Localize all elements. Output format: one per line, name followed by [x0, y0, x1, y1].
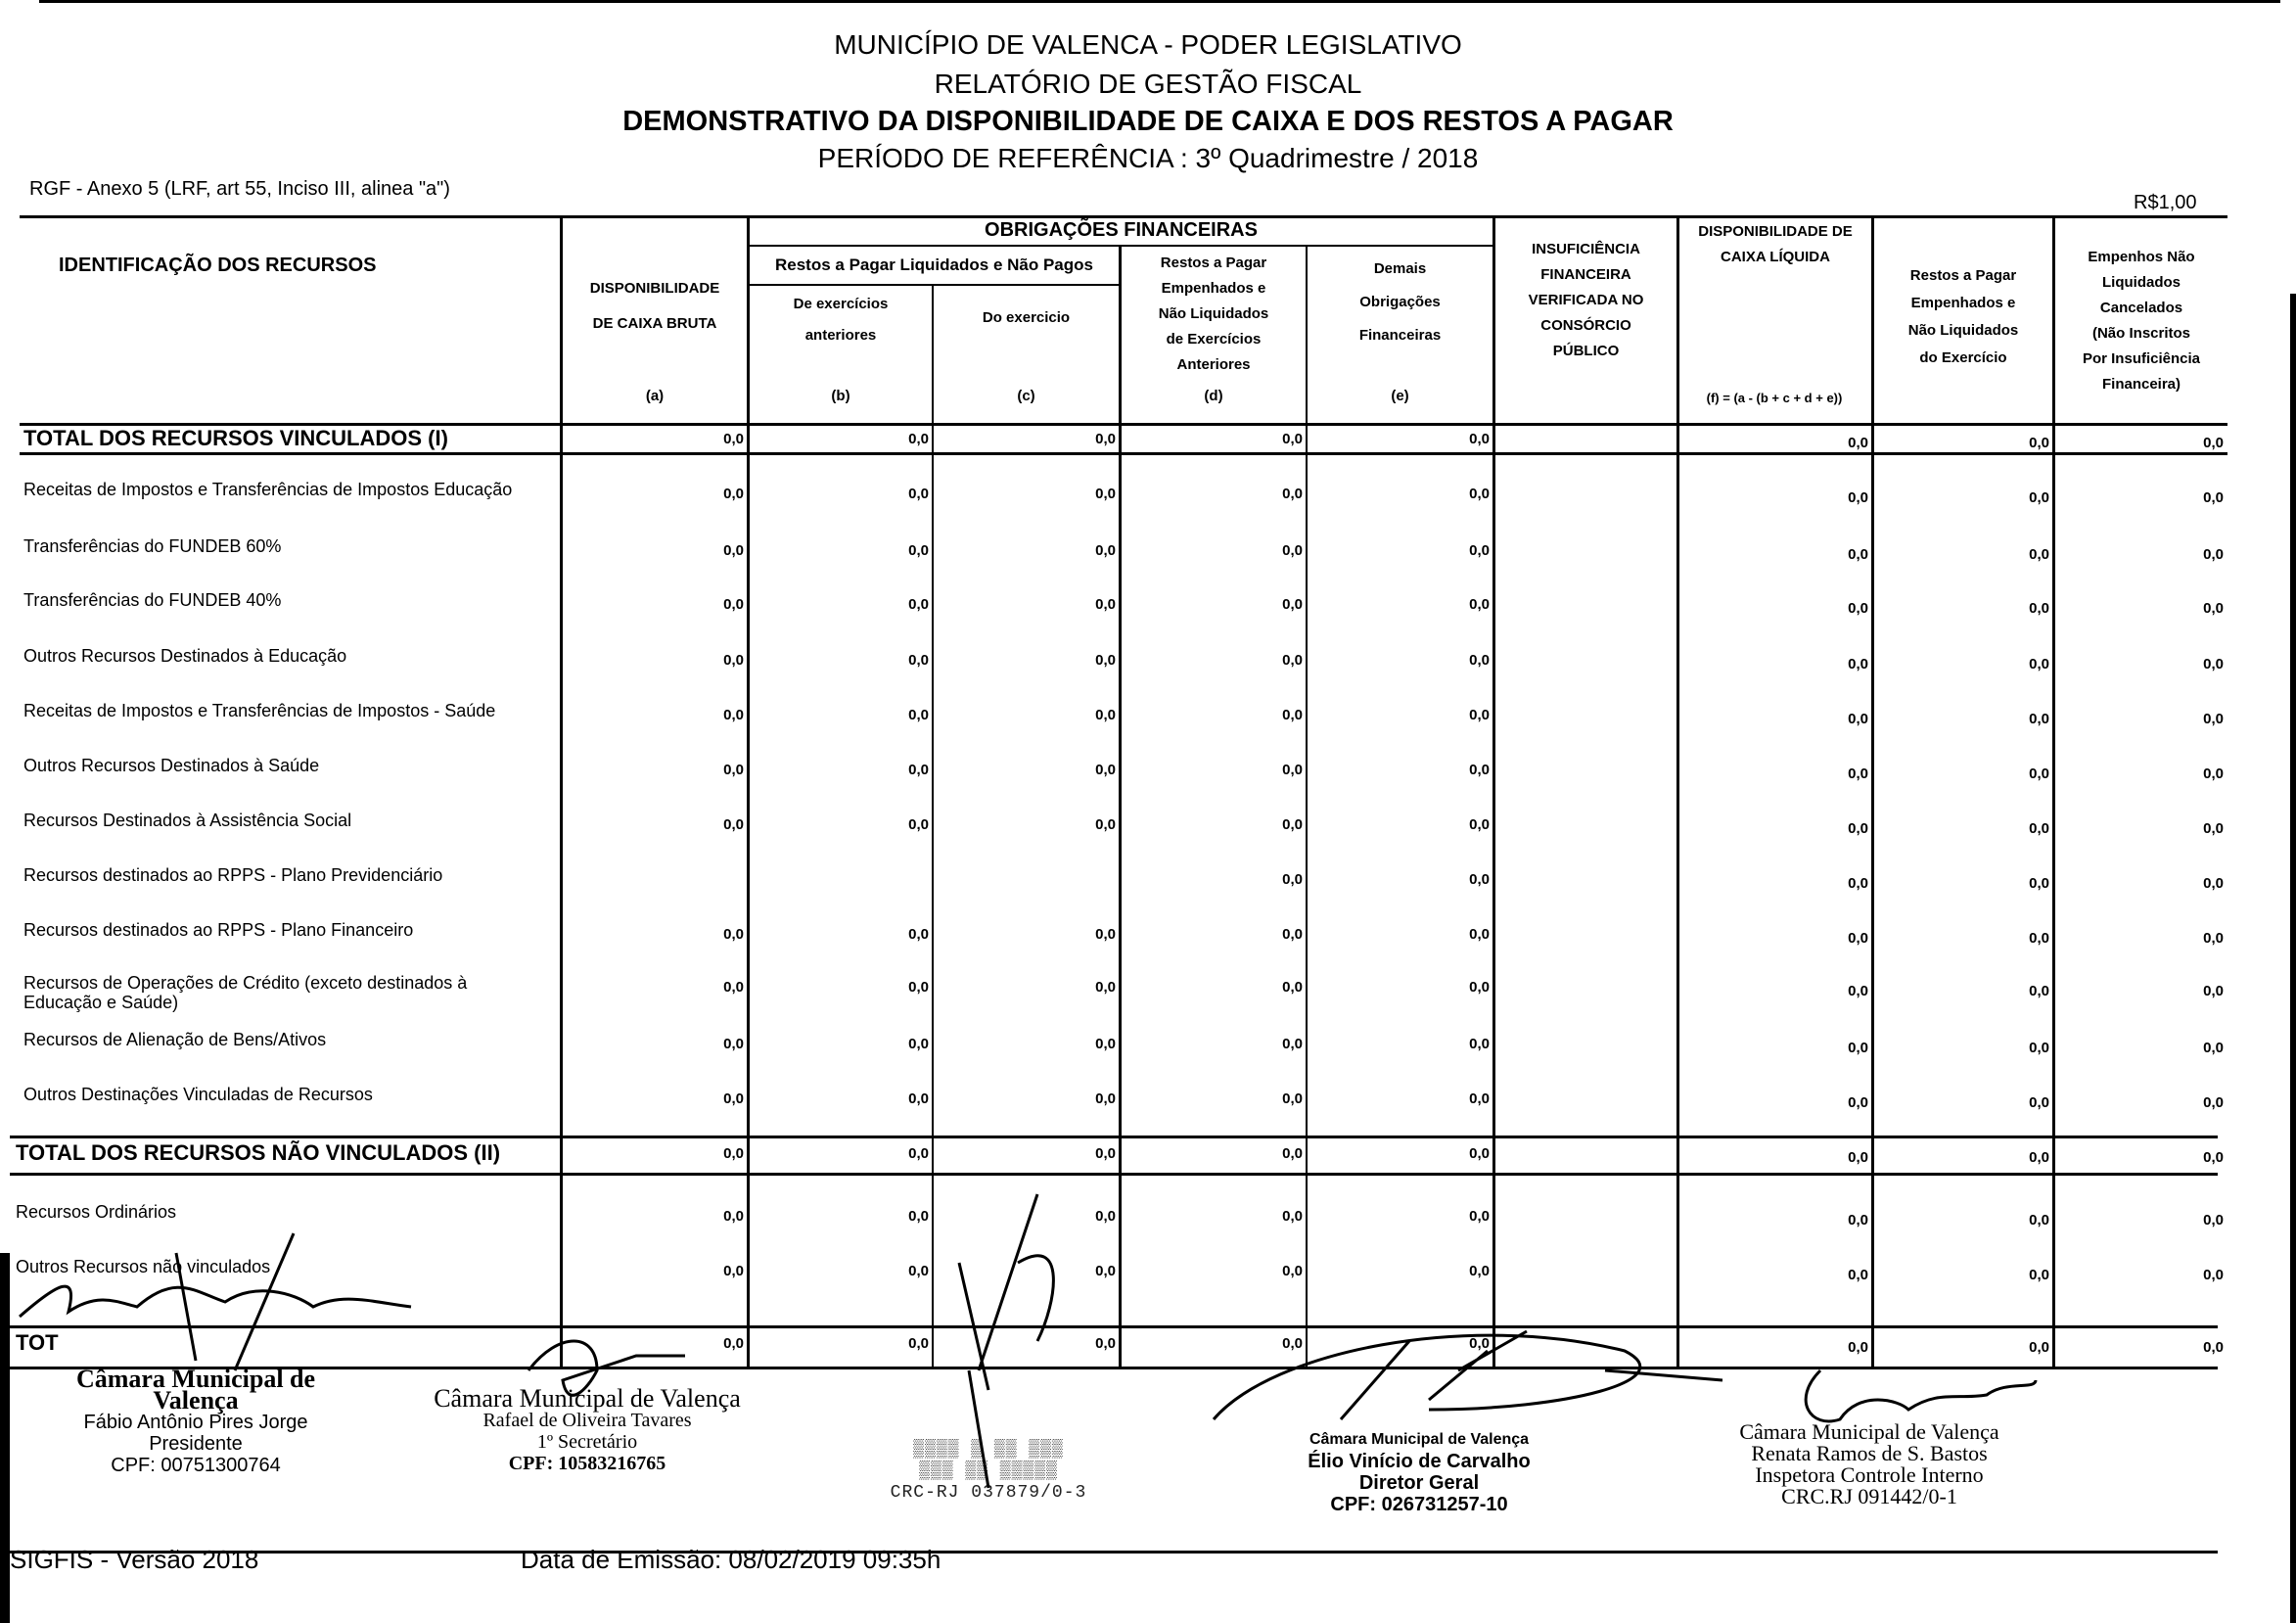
row-label: Recursos Ordinários [16, 1202, 177, 1222]
cell-value: 0,0 [1848, 1267, 1868, 1283]
table-bottom-line [10, 1367, 2218, 1369]
row-label: Recursos Destinados à Assistência Social [23, 811, 352, 830]
signature-block-president [59, 1365, 333, 1476]
signature-block-director [1272, 1429, 1566, 1515]
cell-value: 0,0 [1469, 707, 1490, 723]
cell-value: 0,0 [723, 979, 744, 996]
cell-value: 0,0 [908, 979, 929, 996]
cell-value: 0,0 [723, 1263, 744, 1279]
cell-value: 0,0 [723, 1090, 744, 1107]
cell-value: 0,0 [1095, 707, 1116, 723]
signature-role: Inspetora Controle Interno [1755, 1462, 1984, 1487]
header-de-exercicios-line2: anteriores [804, 327, 877, 344]
cell-value: 0,0 [1282, 979, 1303, 996]
cell-value: 0,0 [1469, 486, 1490, 502]
cell-value: 0,0 [1282, 431, 1303, 447]
cell-value: 0,0 [723, 1208, 744, 1225]
cell-value: 0,0 [2203, 656, 2224, 672]
cell-value: 0,0 [1469, 871, 1490, 888]
total-ii-bottom-line [10, 1173, 2218, 1176]
cell-value: 0,0 [1848, 600, 1868, 617]
cell-value: 0,0 [1469, 652, 1490, 669]
cell-value: 0,0 [1095, 1145, 1116, 1162]
cell-value: 0,0 [2029, 1094, 2049, 1111]
header-rp-emp-line2: Empenhados e [1161, 280, 1266, 297]
col-divider-c [932, 284, 934, 1367]
signature-stamp-illegible: ▒▒▒▒ ▒ ▒▒ ▒▒▒ [913, 1440, 1064, 1460]
col-divider-insuf [1492, 215, 1495, 1367]
cell-value: 0,0 [1095, 762, 1116, 778]
header-rp-emp-line3: Não Liquidados [1158, 305, 1269, 322]
cell-value: 0,0 [2203, 1212, 2224, 1229]
row-label: Recursos destinados ao RPPS - Plano Previdenciário [23, 865, 443, 885]
header-disp-liq-formula: (f) = (a - (b + c + d + e)) [1706, 391, 1843, 405]
header-rp-emp-line4: de Exercícios [1166, 331, 1262, 348]
cell-value: 0,0 [2203, 875, 2224, 892]
cell-value: 0,0 [1282, 871, 1303, 888]
cell-value: 0,0 [1282, 926, 1303, 943]
cell-value: 0,0 [908, 1263, 929, 1279]
cell-value: 0,0 [908, 707, 929, 723]
cell-value: 0,0 [723, 816, 744, 833]
cell-value: 0,0 [2203, 600, 2224, 617]
cell-value: 0,0 [1282, 816, 1303, 833]
header-insuf-line3: VERIFICADA NO [1528, 292, 1644, 308]
signature-stroke-president [20, 1286, 411, 1317]
row-label: Outros Recursos Destinados à Saúde [23, 756, 320, 775]
cell-value: 0,0 [723, 1145, 744, 1162]
cell-value: 0,0 [908, 431, 929, 447]
row-label: Recursos de Operações de Crédito (exceto destinados à Educação e Saúde) [23, 973, 468, 1012]
header-letter-b: (b) [831, 388, 850, 404]
header-rp-exercicio [1874, 262, 2052, 372]
signature-name: Fábio Antônio Pires Jorge [83, 1412, 308, 1433]
cell-value: 0,0 [1282, 1145, 1303, 1162]
cell-value: 0,0 [723, 707, 744, 723]
municipality-title: MUNICÍPIO DE VALENCA - PODER LEGISLATIVO [834, 29, 1462, 60]
cell-value: 0,0 [908, 926, 929, 943]
cell-value: 0,0 [908, 542, 929, 559]
cell-value: 0,0 [2029, 1040, 2049, 1056]
cell-value: 0,0 [1282, 1263, 1303, 1279]
cell-value: 0,0 [1848, 1339, 1868, 1356]
cell-value: 0,0 [1282, 1036, 1303, 1052]
header-rp-exerc-line2: Empenhados e [1910, 295, 2016, 311]
footer-version: SIGFIS - Versão 2018 [10, 1545, 259, 1574]
signature-name: Renata Ramos de S. Bastos [1751, 1441, 1988, 1465]
cell-value: 0,0 [1469, 1090, 1490, 1107]
header-rp-emp-line5: Anteriores [1176, 356, 1251, 373]
row-label: TOTAL DOS RECURSOS NÃO VINCULADOS (II) [16, 1140, 501, 1165]
cell-value: 0,0 [1095, 926, 1116, 943]
cell-value: 0,0 [908, 652, 929, 669]
cell-value: 0,0 [1848, 1040, 1868, 1056]
cell-value: 0,0 [1848, 930, 1868, 947]
total-i-bottom-line [20, 452, 2227, 455]
cell-value: 0,0 [1095, 431, 1116, 447]
cell-value: 0,0 [2029, 983, 2049, 999]
top-border [39, 0, 2280, 3]
cell-value: 0,0 [1848, 1094, 1868, 1111]
header-letter-a: (a) [645, 388, 665, 404]
cell-value: 0,0 [1095, 816, 1116, 833]
row-label: Outros Destinações Vinculadas de Recursos [23, 1085, 373, 1104]
cell-value: 0,0 [1282, 1208, 1303, 1225]
cell-value: 0,0 [2203, 1339, 2224, 1356]
cell-value: 0,0 [1469, 926, 1490, 943]
cell-value: 0,0 [2203, 546, 2224, 563]
cell-value: 0,0 [723, 926, 744, 943]
row-label: TOT [16, 1330, 59, 1355]
cell-value: 0,0 [1282, 486, 1303, 502]
signature-id: CPF: 10583216765 [508, 1453, 666, 1474]
cell-value: 0,0 [1095, 596, 1116, 613]
cell-value: 0,0 [2029, 820, 2049, 837]
header-rp-exerc-line4: do Exercício [1919, 349, 2007, 366]
cell-value: 0,0 [2029, 1267, 2049, 1283]
cell-value: 0,0 [2203, 489, 2224, 506]
cell-value: 0,0 [2029, 765, 2049, 782]
cell-value: 0,0 [1848, 875, 1868, 892]
row-label: Recursos de Alienação de Bens/Ativos [23, 1030, 327, 1049]
cell-value: 0,0 [2029, 656, 2049, 672]
cell-value: 0,0 [2203, 435, 2224, 451]
cell-value: 0,0 [908, 486, 929, 502]
cell-value: 0,0 [1095, 1208, 1116, 1225]
scan-edge-right [2290, 294, 2296, 1623]
col-divider-d [1119, 245, 1122, 1367]
col-divider-rp-exerc [1871, 215, 1874, 1367]
header-disp-bruta-line2: DE CAIXA BRUTA [592, 315, 717, 332]
cell-value: 0,0 [1848, 711, 1868, 727]
signature-id: CRC.RJ 091442/0-1 [1781, 1484, 1957, 1508]
cell-value: 0,0 [1282, 652, 1303, 669]
signature-id: CRC-RJ 037879/0-3 [890, 1483, 1087, 1503]
cell-value: 0,0 [1469, 1208, 1490, 1225]
header-rp-emp-line1: Restos a Pagar [1160, 255, 1267, 271]
cell-value: 0,0 [2203, 765, 2224, 782]
signature-id: CPF: 00751300764 [111, 1455, 281, 1476]
report-title: RELATÓRIO DE GESTÃO FISCAL [934, 69, 1362, 99]
cell-value: 0,0 [1095, 1090, 1116, 1107]
cell-value: 0,0 [1469, 1036, 1490, 1052]
header-insuf-line4: CONSÓRCIO [1540, 317, 1631, 334]
row-label: Outros Recursos Destinados à Educação [23, 646, 347, 666]
cell-value: 0,0 [1282, 1090, 1303, 1107]
cell-value: 0,0 [908, 596, 929, 613]
cell-value: 0,0 [1848, 489, 1868, 506]
row-label: Transferências do FUNDEB 40% [23, 590, 282, 610]
cell-value: 0,0 [2203, 1149, 2224, 1166]
row-label: TOTAL DOS RECURSOS VINCULADOS (I) [23, 426, 448, 450]
signature-name: Rafael de Oliveira Tavares [482, 1410, 692, 1431]
header-insuficiencia [1495, 237, 1676, 364]
cell-value: 0,0 [2203, 1267, 2224, 1283]
cell-value: 0,0 [2029, 600, 2049, 617]
reference-period: PERÍODO DE REFERÊNCIA : 3º Quadrimestre / 2018 [817, 143, 1479, 173]
cell-value: 0,0 [1469, 596, 1490, 613]
annex-reference: RGF - Anexo 5 (LRF, art 55, Inciso III, alinea "a") [29, 178, 450, 200]
cell-value: 0,0 [1095, 1036, 1116, 1052]
header-identificacao: IDENTIFICAÇÃO DOS RECURSOS [59, 255, 377, 276]
cell-value: 0,0 [723, 431, 744, 447]
cell-value: 0,0 [723, 596, 744, 613]
header-emp-canc-line3: Cancelados [2099, 300, 2183, 316]
currency-unit: R$1,00 [2134, 192, 2197, 213]
cell-value: 0,0 [1469, 1263, 1490, 1279]
signature-name: Élio Vinício de Carvalho [1308, 1451, 1531, 1472]
header-emp-canc-line2: Liquidados [2102, 274, 2181, 291]
cell-value: 0,0 [2029, 489, 2049, 506]
header-insuf-line5: PÚBLICO [1552, 343, 1620, 359]
cell-value: 0,0 [2029, 546, 2049, 563]
cell-value: 0,0 [1095, 652, 1116, 669]
header-de-exercicios-line1: De exercícios [793, 296, 889, 312]
cell-value: 0,0 [1848, 1149, 1868, 1166]
cell-value: 0,0 [723, 542, 744, 559]
header-emp-canc-line1: Empenhos Não [2088, 249, 2195, 265]
header-letter-c: (c) [1017, 388, 1035, 404]
cell-value: 0,0 [1095, 1263, 1116, 1279]
footer-line [10, 1551, 2218, 1553]
header-demais-line2: Obrigações [1359, 294, 1441, 310]
header-emp-canc-line6: Financeira) [2101, 376, 2181, 393]
header-demais-line1: Demais [1373, 260, 1427, 277]
header-obrigacoes: OBRIGAÇÕES FINANCEIRAS [985, 219, 1258, 241]
header-disp-bruta [563, 276, 747, 337]
header-de-exercicios [750, 292, 932, 348]
cell-value: 0,0 [2029, 1339, 2049, 1356]
cell-value: 0,0 [1469, 431, 1490, 447]
cell-value: 0,0 [723, 1335, 744, 1352]
signature-stamp-illegible-2: ▒▒▒ ▒▒ ▒▒▒▒▒ [919, 1461, 1058, 1481]
cell-value: 0,0 [2029, 711, 2049, 727]
scan-edge-left [0, 1253, 10, 1623]
cell-value: 0,0 [2029, 875, 2049, 892]
header-letter-d: (d) [1204, 388, 1223, 404]
cell-value: 0,0 [1848, 656, 1868, 672]
cell-value: 0,0 [1095, 486, 1116, 502]
header-disp-liq-line2: CAIXA LÍQUIDA [1721, 249, 1830, 265]
cell-value: 0,0 [1469, 542, 1490, 559]
signature-org: Câmara Municipal de Valença [1309, 1431, 1530, 1448]
cell-value: 0,0 [908, 1090, 929, 1107]
header-emp-canc-line5: Por Insuficiência [2082, 350, 2201, 367]
cell-value: 0,0 [1469, 1335, 1490, 1352]
header-demais-obrigacoes [1308, 253, 1492, 352]
total-iii-top-line [10, 1325, 2218, 1328]
cell-value: 0,0 [2203, 1040, 2224, 1056]
signature-role: 1º Secretário [536, 1431, 638, 1453]
header-rp-exerc-line1: Restos a Pagar [1909, 267, 2017, 284]
header-letter-e: (e) [1391, 388, 1409, 404]
row-label: Receitas de Impostos e Transferências de Impostos - Saúde [23, 701, 496, 720]
header-empenhos-cancelados [2055, 245, 2227, 397]
row-label: Recursos destinados ao RPPS - Plano Financeiro [23, 920, 414, 940]
cell-value: 0,0 [1469, 762, 1490, 778]
cell-value: 0,0 [1469, 1145, 1490, 1162]
cell-value: 0,0 [2203, 930, 2224, 947]
cell-value: 0,0 [1848, 765, 1868, 782]
header-insuf-line1: INSUFICIÊNCIA [1532, 241, 1640, 257]
signature-block-secretary [421, 1384, 754, 1474]
cell-value: 0,0 [1095, 979, 1116, 996]
cell-value: 0,0 [723, 1036, 744, 1052]
footer-emission-date: Data de Emissão: 08/02/2019 09:35h [521, 1545, 941, 1574]
signature-role: Diretor Geral [1358, 1472, 1480, 1494]
signature-stroke-internal-control [1806, 1370, 2036, 1421]
total-ii-top-line [10, 1136, 2218, 1138]
header-disp-bruta-line1: DISPONIBILIDADE [589, 280, 720, 297]
cell-value: 0,0 [1282, 596, 1303, 613]
cell-value: 0,0 [1848, 983, 1868, 999]
cell-value: 0,0 [2203, 820, 2224, 837]
cell-value: 0,0 [1848, 546, 1868, 563]
cell-value: 0,0 [908, 1335, 929, 1352]
cell-value: 0,0 [723, 652, 744, 669]
signature-block-accountant [842, 1439, 1135, 1504]
cell-value: 0,0 [1095, 1335, 1116, 1352]
signature-org: Câmara Municipal de Valença [434, 1384, 741, 1413]
cell-value: 0,0 [723, 762, 744, 778]
cell-value: 0,0 [1282, 762, 1303, 778]
cell-value: 0,0 [1282, 1335, 1303, 1352]
row-label: Transferências do FUNDEB 60% [23, 536, 282, 556]
cell-value: 0,0 [2203, 711, 2224, 727]
cell-value: 0,0 [1282, 542, 1303, 559]
header-do-exercicio: Do exercicio [982, 309, 1071, 326]
cell-value: 0,0 [1469, 816, 1490, 833]
header-rp-exerc-line3: Não Liquidados [1907, 322, 2019, 339]
cell-value: 0,0 [723, 486, 744, 502]
cell-value: 0,0 [908, 1208, 929, 1225]
cell-value: 0,0 [2203, 983, 2224, 999]
signature-org: Câmara Municipal de Valença [1739, 1419, 1999, 1444]
header-rp-empenhados-anteriores [1122, 251, 1306, 378]
cell-value: 0,0 [1095, 542, 1116, 559]
header-disp-liq-line1: DISPONIBILIDADE DE [1698, 223, 1853, 240]
cell-value: 0,0 [2029, 930, 2049, 947]
header-insuf-line2: FINANCEIRA [1540, 266, 1631, 283]
cell-value: 0,0 [908, 762, 929, 778]
signature-role: Presidente [149, 1433, 243, 1455]
col-divider-e [1306, 245, 1308, 1367]
signature-org: Câmara Municipal de Valença [75, 1365, 316, 1414]
cell-value: 0,0 [2029, 1212, 2049, 1229]
cell-value: 0,0 [908, 1145, 929, 1162]
header-rp-liquidados: Restos a Pagar Liquidados e Não Pagos [775, 255, 1093, 274]
cell-value: 0,0 [908, 816, 929, 833]
cell-value: 0,0 [908, 1036, 929, 1052]
header-demais-line3: Financeiras [1358, 327, 1442, 344]
header-emp-canc-line4: (Não Inscritos [2091, 325, 2191, 342]
row-label: Outros Recursos não vinculados [16, 1257, 271, 1276]
signature-block-internal-control [1703, 1421, 2036, 1507]
cell-value: 0,0 [2029, 435, 2049, 451]
cell-value: 0,0 [1469, 979, 1490, 996]
header-disp-liquida [1679, 219, 1871, 270]
statement-title: DEMONSTRATIVO DA DISPONIBILIDADE DE CAIXA E DOS RESTOS A PAGAR [622, 106, 1674, 137]
cell-value: 0,0 [1848, 1212, 1868, 1229]
cell-value: 0,0 [1848, 820, 1868, 837]
cell-value: 0,0 [1848, 435, 1868, 451]
row-label: Receitas de Impostos e Transferências de Impostos Educação [23, 480, 513, 499]
cell-value: 0,0 [1282, 707, 1303, 723]
signature-id: CPF: 026731257-10 [1330, 1494, 1508, 1515]
cell-value: 0,0 [2029, 1149, 2049, 1166]
cell-value: 0,0 [2203, 1094, 2224, 1111]
